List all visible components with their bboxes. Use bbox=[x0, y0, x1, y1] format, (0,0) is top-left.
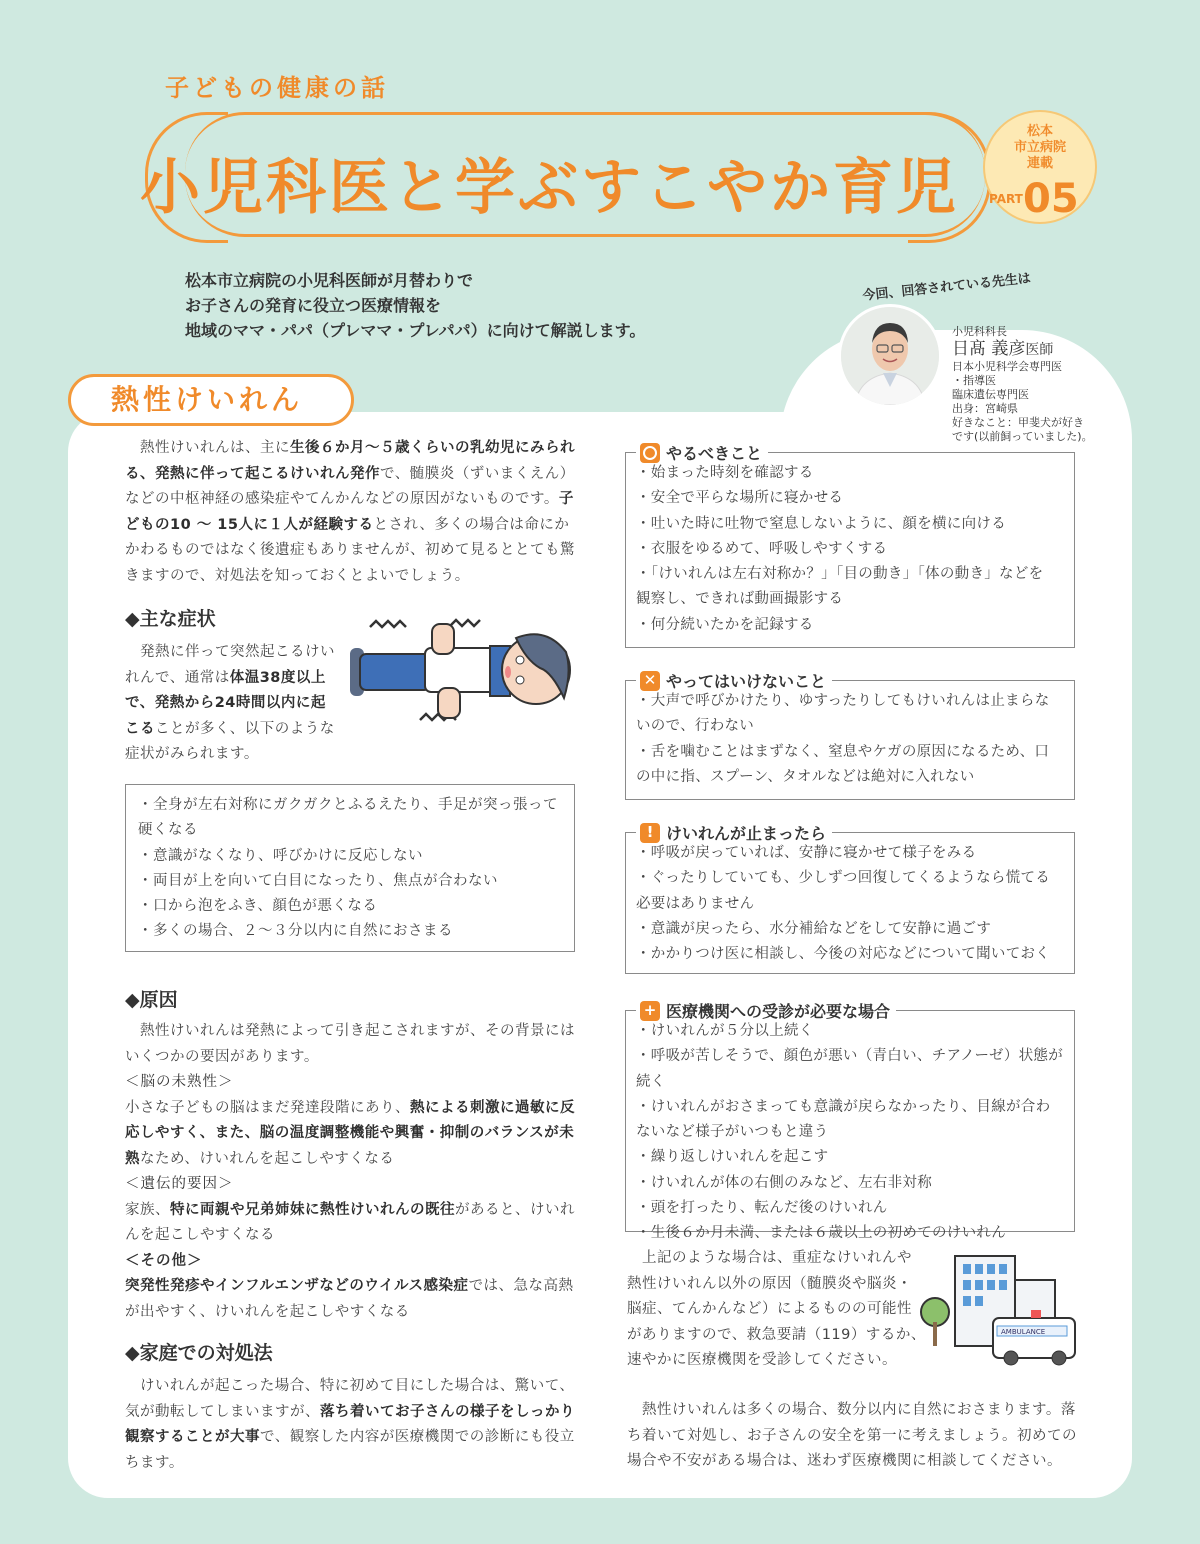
series-kicker: 子どもの健康の話 bbox=[165, 74, 389, 102]
list-item: ・「けいれんは左右対称か？」「目の動き」「体の動き」などを bbox=[636, 566, 1044, 583]
list-item: ・かかりつけ医に相談し、今後の対応などについて聞いておく bbox=[636, 946, 1051, 963]
list-item: ・頭を打ったり、転んだ後のけいれん bbox=[636, 1200, 888, 1217]
badge-part: PART bbox=[989, 192, 1023, 206]
page-title: 小児科医と学ぶすこやか育児 bbox=[140, 153, 959, 223]
list-item: ・意識が戻ったら、水分補給などをして安静に過ごす bbox=[636, 920, 992, 937]
home-care-paragraph: けいれんが起こった場合、特に初めて目にした場合は、驚いて、気が動転してしまいますが、落ち着いてお子さんの様子をしっかり観察することが大事で、観察した内容が医療機関での診断にも役立ちます。 bbox=[125, 1378, 575, 1471]
symptoms-heading: ◆主な症状 bbox=[125, 608, 216, 630]
list-item: ・けいれんが体の右側のみなど、左右非対称 bbox=[636, 1174, 932, 1191]
doctor-portrait-icon bbox=[841, 307, 939, 405]
circle-icon bbox=[640, 443, 660, 463]
exclamation-icon: ! bbox=[640, 823, 660, 843]
list-item: の中に指、スプーン、タオルなどは絶対に入れない bbox=[636, 768, 975, 785]
doctor-photo bbox=[838, 304, 942, 408]
list-item: ・吐いた時に吐物で窒息しないように、顔を横に向ける bbox=[636, 515, 1006, 532]
list-item: ・全身が左右対称にガクガクとふるえたり、手足が突っ張って硬くなる bbox=[138, 797, 558, 839]
series-badge bbox=[983, 110, 1097, 224]
after-seizure-box bbox=[625, 832, 1075, 974]
home-care-heading: ◆家庭での対処法 bbox=[125, 1342, 273, 1364]
list-item: 必要はありません bbox=[636, 895, 755, 912]
list-item: ・けいれんがおさまっても意識が戻らなかったり、目線が合わ bbox=[636, 1098, 1051, 1115]
list-item: ・衣服をゆるめて、呼吸しやすくする bbox=[636, 540, 888, 557]
doctor-info: 小児科科長 日髙 義彦医師 日本小児科学会専門医 ・指導医 臨床遺伝専門医 出身：宮崎県 好きなこと：甲斐犬が好き です(以前飼っていました)。 bbox=[952, 325, 1093, 443]
cause-body: 小さな子どもの脳はまだ発達段階にあり、熱による刺激に過敏に反応しやすく、また、脳の温度調整機能や興奮・抑制のバランスが未熟なため、けいれんを起こしやすくなる bbox=[125, 1099, 575, 1167]
see-doctor-box bbox=[625, 1010, 1075, 1242]
list-item: 観察し、できれば動画撮影する bbox=[636, 591, 844, 608]
cause-title: ＜その他＞ bbox=[125, 1252, 203, 1269]
child-seizure-illustration-icon bbox=[340, 612, 580, 732]
todo-heading: やるべきこと bbox=[636, 441, 768, 464]
closing-paragraph: 熱性けいれんは多くの場合、数分以内に自然におさまります。落 ち着いて対処し、お子さんの安全を第一に考えましょう。初めての 場合や不安がある場合は、迷わず医療機関に相談してください。 bbox=[627, 1402, 1077, 1469]
after-seizure-heading: ! けいれんが止まったら bbox=[636, 821, 832, 844]
list-item: ・安全で平らな場所に寝かせる bbox=[636, 490, 844, 507]
list-item: ・意識がなくなり、呼びかけに反応しない bbox=[138, 847, 423, 864]
symptoms-list bbox=[125, 784, 575, 952]
list-item: ・繰り返しけいれんを起こす bbox=[636, 1149, 829, 1166]
dont-box bbox=[625, 680, 1075, 800]
cause-body: 家族、特に両親や兄弟姉妹に熱性けいれんの既往があると、けいれんを起こしやすくなる bbox=[125, 1201, 575, 1243]
causes-section bbox=[125, 1019, 580, 1325]
causes-heading: ◆原因 bbox=[125, 989, 178, 1011]
see-doctor-heading: + 医療機関への受診が必要な場合 bbox=[636, 999, 896, 1022]
emergency-paragraph: 上記のような場合は、重症なけいれんや 熱性けいれん以外の原因（髄膜炎や脳炎・ 脳症、てんかんなど）によるものの可能性 がありますので、救急要請（119）するか、 速やかに医療機関を受診してください。 bbox=[627, 1250, 926, 1368]
causes-intro: 熱性けいれんは発熱によって引き起こされますが、その背景にはいくつかの要因があります。 bbox=[125, 1023, 575, 1065]
doctor-name: 日髙 義彦医師 bbox=[952, 339, 1054, 359]
cause-title: ＜脳の未熟性＞ bbox=[125, 1074, 234, 1090]
section-title: 熱性けいれん bbox=[68, 374, 354, 426]
list-item: ・多くの場合、２～３分以内に自然におさまる bbox=[138, 923, 453, 940]
list-item: ・けいれんが５分以上続く bbox=[636, 1023, 814, 1039]
list-item: ・生後６か月未満、または６歳以上の初めてのけいれん bbox=[636, 1225, 1006, 1242]
list-item: ・大声で呼びかけたり、ゆすったりしてもけいれんは止まらな bbox=[636, 693, 1050, 709]
list-item: ・始まった時刻を確認する bbox=[636, 465, 814, 481]
ambulance-label: AMBULANCE bbox=[1001, 1328, 1046, 1336]
list-item: いので、行わない bbox=[636, 718, 755, 735]
list-item: ・呼吸が苦しそうで、顔色が悪い（青白い、チアノーゼ）状態が続く bbox=[636, 1048, 1064, 1090]
intro-paragraph: 熱性けいれんは、主に生後６か月～５歳くらいの乳幼児にみられる、発熱に伴って起こるけいれん発作で、髄膜炎（ずいまくえん）などの中枢神経の感染症やてんかんなどの原因がないものです。子どもの10 ～ 15人に１人が経験するとされ、多くの場合は命にかかわるものではなく後遺症もありませんが、初めて見るととても驚きますので、対処法を知っておくとよいでしょう。 bbox=[125, 440, 575, 584]
dont-heading: ✕ やってはいけないこと bbox=[636, 669, 832, 692]
doctor-caption: 今回、回答されている先生は bbox=[861, 271, 1032, 304]
plus-icon: + bbox=[640, 1001, 660, 1021]
badge-number: 05 bbox=[1023, 176, 1079, 222]
list-item: ・ぐったりしていても、少しずつ回復してくるようなら慌てる bbox=[636, 870, 1051, 887]
symptoms-paragraph: 発熱に伴って突然起こるけいれんで、通常は体温38度以上で、発熱から24時間以内に起こることが多く、以下のような症状がみられます。 bbox=[125, 644, 335, 762]
list-item: ・呼吸が戻っていれば、安静に寝かせて様子をみる bbox=[636, 845, 977, 861]
list-item: ないなど様子がいつもと違う bbox=[636, 1124, 829, 1141]
list-item: ・口から泡をふき、顔色が悪くなる bbox=[138, 898, 378, 915]
todo-box bbox=[625, 452, 1075, 648]
list-item: ・両目が上を向いて白目になったり、焦点が合わない bbox=[138, 872, 498, 889]
list-item: ・何分続いたかを記録する bbox=[636, 616, 814, 633]
cross-icon: ✕ bbox=[640, 671, 660, 691]
cause-title: ＜遺伝的要因＞ bbox=[125, 1176, 234, 1192]
doctor-role: 小児科科長 bbox=[952, 325, 1007, 338]
intro-text: 松本市立病院の小児科医師が月替わりで お子さんの発育に役立つ医療情報を 地域のママ・パパ（プレママ・プレパパ）に向けて解説します。 bbox=[185, 271, 646, 340]
cause-body: 突発性発疹やインフルエンザなどのウイルス感染症では、急な高熱が出やすく、けいれんを起こしやすくなる bbox=[125, 1278, 574, 1320]
list-item: ・舌を噛むことはまずなく、窒息やケガの原因になるため、口 bbox=[636, 743, 1050, 760]
badge-label: 松本 市立病院 連載 bbox=[1013, 124, 1066, 171]
hospital-ambulance-illustration-icon bbox=[915, 1250, 1085, 1370]
